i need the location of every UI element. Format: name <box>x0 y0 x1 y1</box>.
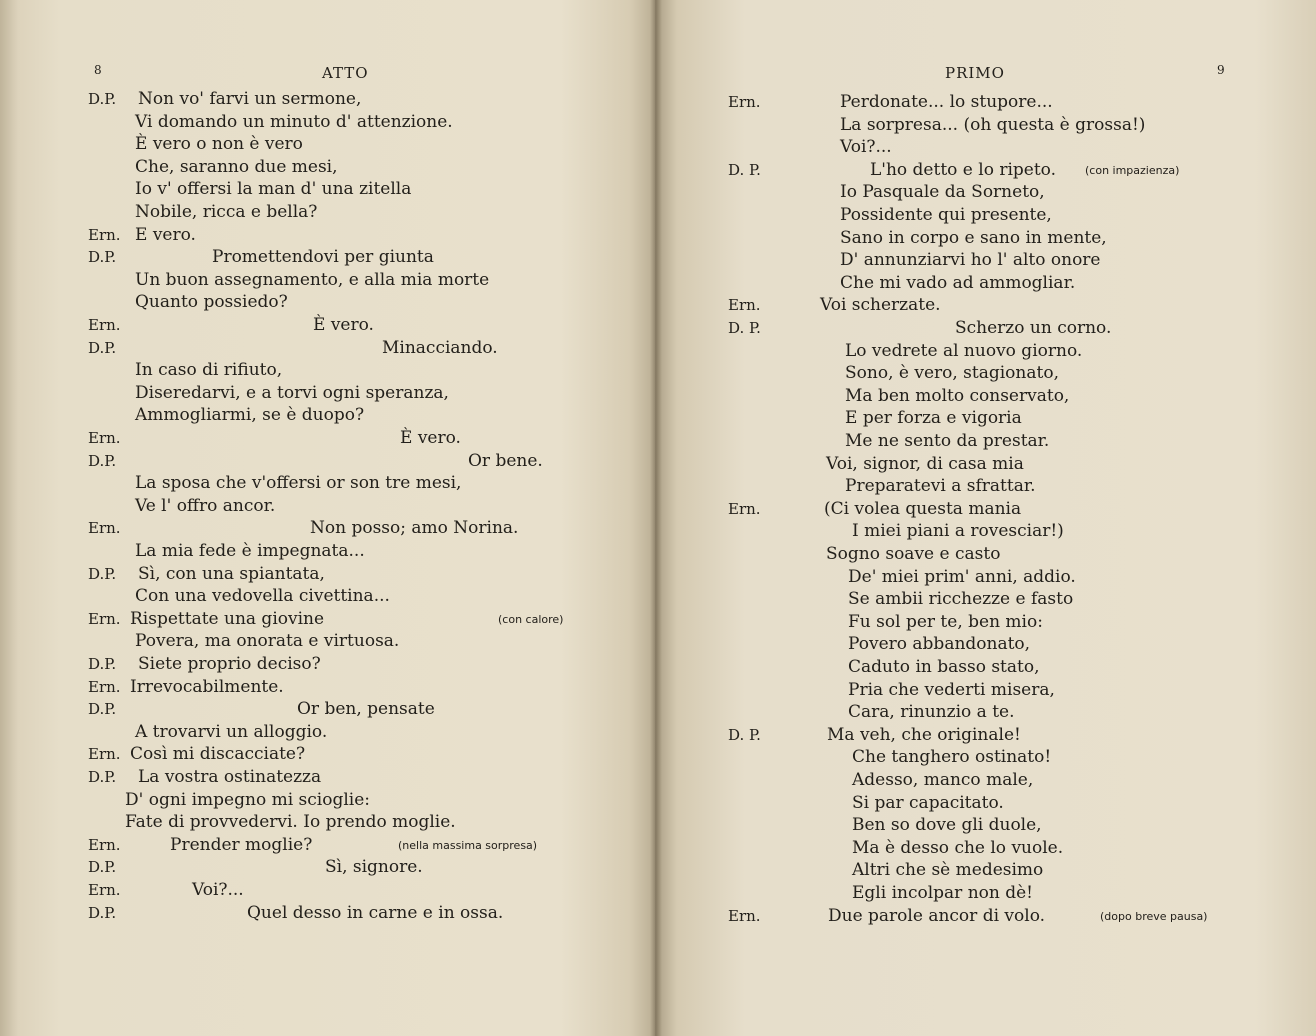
speaker-label: D.P. <box>88 768 117 786</box>
line-text: Scherzo un corno. <box>955 318 1112 338</box>
line-text: Se ambii ricchezze e fasto <box>848 589 1074 610</box>
line-text: Or bene. <box>468 450 543 471</box>
line-text: Lo vedrete al nuovo giorno. <box>845 340 1083 361</box>
line-text: Nobile, ricca e bella? <box>135 202 318 222</box>
speaker-label: D. P. <box>728 725 761 744</box>
line-text: Ve l' offro ancor. <box>135 495 276 516</box>
book-gutter <box>650 0 662 1036</box>
line-text: Or ben, pensate <box>297 699 435 720</box>
line-text: Siete proprio deciso? <box>138 654 321 674</box>
line-text: Voi, signor, di casa mia <box>826 453 1024 474</box>
speaker-label: Ern. <box>728 499 761 518</box>
line-text: Ben so dove gli duole, <box>852 815 1042 836</box>
line-text: Prender moglie? <box>170 834 313 855</box>
line-text: Quanto possiedo? <box>135 292 288 313</box>
line-text: Diseredarvi, e a torvi ogni speranza, <box>135 382 449 403</box>
speaker-label: Ern. <box>728 906 761 925</box>
line-text: La vostra ostinatezza <box>138 767 322 787</box>
line-text: Non vo' farvi un sermone, <box>138 89 362 109</box>
line-text: Voi?... <box>840 137 892 158</box>
line-text: Povero abbandonato, <box>848 634 1031 655</box>
line-text: Cara, rinunzio a te. <box>848 702 1015 723</box>
line-text: Due parole ancor di volo. <box>828 905 1046 926</box>
line-text: Pria che vederti misera, <box>848 679 1055 700</box>
speaker-label: D.P. <box>88 248 117 267</box>
speaker-label: Ern. <box>728 296 761 315</box>
line-text: Sì, signore. <box>325 857 423 878</box>
line-text: La sposa che v'offersi or son tre mesi, <box>135 473 462 494</box>
line-text: Sì, con una spiantata, <box>138 563 325 584</box>
line-text: Possidente qui presente, <box>840 205 1052 225</box>
speaker-label: D.P. <box>88 338 117 357</box>
line-text: Minacciando. <box>382 337 498 358</box>
speaker-label: D.P. <box>88 564 117 583</box>
line-text: Non posso; amo Norina. <box>310 518 519 539</box>
speaker-label: D.P. <box>88 858 117 877</box>
line-text: Fate di provvedervi. Io prendo moglie. <box>125 812 456 833</box>
line-text: A trovarvi un alloggio. <box>135 721 328 742</box>
line-text: Io v' offersi la man d' una zitella <box>135 179 412 200</box>
speaker-label: Ern. <box>88 609 121 628</box>
stage-direction: (dopo breve pausa) <box>1100 909 1208 923</box>
line-text: È vero. <box>313 315 374 335</box>
stage-direction: (nella massima sorpresa) <box>398 838 538 852</box>
line-text: Irrevocabilmente. <box>130 676 284 697</box>
line-text: Io Pasquale da Sorneto, <box>840 182 1045 203</box>
speaker-label: D.P. <box>88 451 117 470</box>
line-text: Caduto in basso stato, <box>848 657 1040 677</box>
line-text: D' ogni impegno mi scioglie: <box>125 789 371 810</box>
speaker-label: Ern. <box>88 316 121 334</box>
line-text: Ma veh, che originale! <box>827 724 1021 745</box>
line-text: Sano in corpo e sano in mente, <box>840 227 1107 248</box>
speaker-label: D.P. <box>88 90 117 108</box>
line-text: Perdonate... lo stupore... <box>840 92 1053 112</box>
line-text: Fu sol per te, ben mio: <box>848 611 1043 632</box>
line-text: Che, saranno due mesi, <box>135 156 338 177</box>
line-text: Un buon assegnamento, e alla mia morte <box>135 269 490 290</box>
line-text: (Ci volea questa mania <box>824 498 1022 519</box>
line-text: Che mi vado ad ammogliar. <box>840 272 1076 293</box>
speaker-label: Ern. <box>88 519 121 538</box>
line-text: Promettendovi per giunta <box>212 247 434 268</box>
line-text: La sorpresa... (oh questa è grossa!) <box>840 114 1146 135</box>
speaker-label: Ern. <box>728 93 761 111</box>
speaker-label: Ern. <box>88 835 121 854</box>
line-text: Sogno soave e casto <box>826 544 1001 564</box>
line-text: Con una vedovella civettina... <box>135 586 390 607</box>
line-text: E per forza e vigoria <box>845 408 1022 429</box>
speaker-label: D.P. <box>88 655 117 673</box>
line-text: De' miei prim' anni, addio. <box>848 566 1076 587</box>
line-text: Altri che sè medesimo <box>852 860 1044 881</box>
speaker-label: Ern. <box>88 745 121 764</box>
speaker-label: D.P. <box>88 700 117 719</box>
line-text: Così mi discacciate? <box>130 744 306 765</box>
running-header-left: ATTO <box>322 64 369 82</box>
line-text: Voi scherzate. <box>820 295 941 316</box>
speaker-label: Ern. <box>88 225 121 244</box>
line-text: La mia fede è impegnata... <box>135 541 365 561</box>
line-text: Vi domando un minuto d' attenzione. <box>135 111 453 132</box>
line-text: Adesso, manco male, <box>852 770 1034 790</box>
line-text: Che tanghero ostinato! <box>852 747 1052 768</box>
line-text: Rispettate una giovine <box>130 608 325 629</box>
speaker-label: D.P. <box>88 903 117 922</box>
line-text: L'ho detto e lo ripeto. <box>870 159 1057 180</box>
line-text: Voi?... <box>192 880 244 900</box>
line-text: Egli incolpar non dè! <box>852 883 1034 903</box>
line-text: È vero o non è vero <box>135 134 303 155</box>
page-number-right: 9 <box>1217 63 1225 77</box>
stage-direction: (con impazienza) <box>1085 163 1180 177</box>
line-text: Sono, è vero, stagionato, <box>845 363 1059 384</box>
speaker-label: Ern. <box>88 677 121 696</box>
line-text: D' annunziarvi ho l' alto onore <box>840 250 1101 271</box>
speaker-label: D. P. <box>728 319 761 337</box>
left-page <box>0 0 655 1036</box>
line-text: Me ne sento da prestar. <box>845 431 1050 451</box>
speaker-label: Ern. <box>88 429 121 447</box>
line-text: Quel desso in carne e in ossa. <box>247 902 504 923</box>
speaker-label: Ern. <box>88 881 121 899</box>
page-number-left: 8 <box>94 63 102 77</box>
line-text: E vero. <box>135 224 196 245</box>
line-text: In caso di rifiuto, <box>135 360 283 381</box>
line-text: Si par capacitato. <box>852 792 1004 813</box>
line-text: Povera, ma onorata e virtuosa. <box>135 631 400 652</box>
running-header-right: PRIMO <box>945 64 1005 82</box>
stage-direction: (con calore) <box>498 612 564 626</box>
line-text: È vero. <box>400 428 461 448</box>
line-text: Ma è desso che lo vuole. <box>852 837 1064 858</box>
line-text: Ammogliarmi, se è duopo? <box>135 405 365 426</box>
speaker-label: D. P. <box>728 160 761 179</box>
line-text: Preparatevi a sfrattar. <box>845 476 1036 497</box>
line-text: I miei piani a rovesciar!) <box>852 521 1064 542</box>
right-page <box>655 0 1316 1036</box>
line-text: Ma ben molto conservato, <box>845 385 1070 406</box>
